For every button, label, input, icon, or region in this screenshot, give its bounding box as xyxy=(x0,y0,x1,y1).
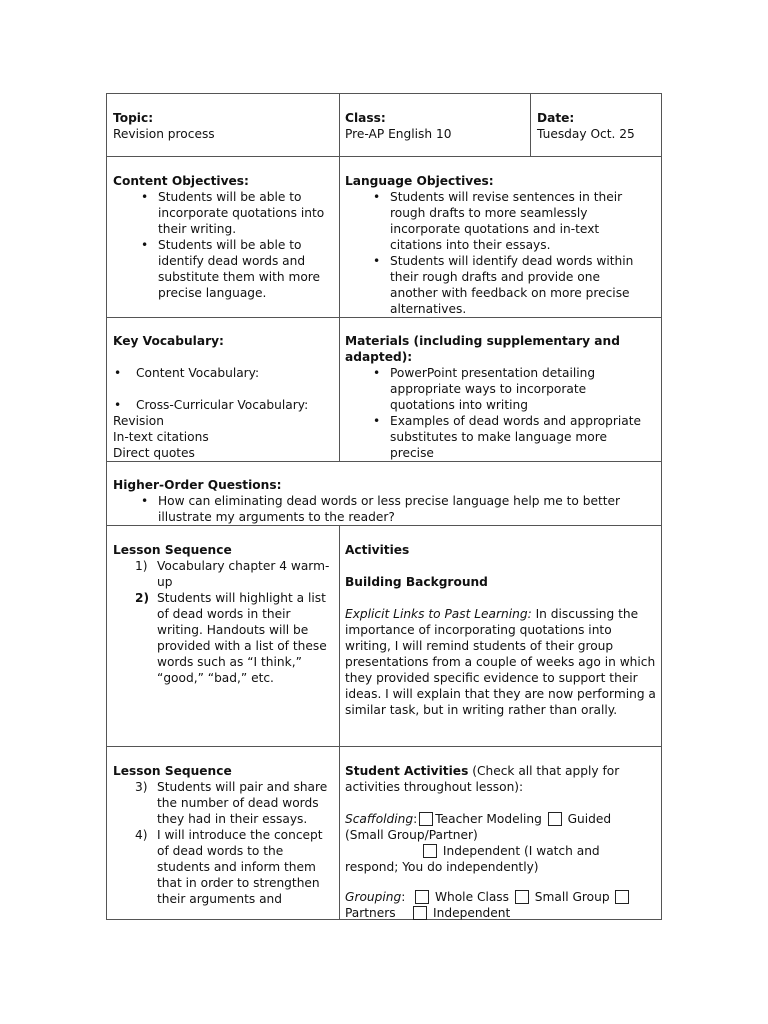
date-cell xyxy=(537,110,657,142)
row-divider xyxy=(107,461,661,462)
higher-order-questions-title: Higher-Order Questions: xyxy=(113,478,282,492)
list-item xyxy=(113,558,331,590)
row-divider xyxy=(107,746,661,747)
explicit-links-label: Explicit Links to Past Learning: xyxy=(345,607,532,621)
language-objectives-cell xyxy=(345,173,645,317)
vocab-term: Revision xyxy=(113,414,164,428)
lesson-sequence-title: Lesson Sequence xyxy=(113,543,232,557)
lesson-sequence-cell xyxy=(113,542,331,686)
topic-label: Topic: xyxy=(113,111,154,125)
small-group-label: Small Group xyxy=(534,890,610,904)
grouping-label: Grouping xyxy=(345,890,402,904)
independent-continued: respond; You do independently) xyxy=(345,860,539,874)
independent2-checkbox[interactable] xyxy=(413,906,427,920)
student-activities-note: (Check all that apply for activities throughout lesson): xyxy=(345,764,620,794)
independent-label: Independent (I watch and xyxy=(442,844,600,858)
teacher-modeling-checkbox[interactable] xyxy=(419,812,433,826)
list-item: • How can eliminating dead words or less precise language help me to better illustrate my arguments to the reader? xyxy=(113,493,653,525)
item-number: 2) xyxy=(135,591,150,605)
teacher-modeling-label: Teacher Modeling xyxy=(435,812,542,826)
topic-cell xyxy=(113,110,333,142)
vocab-term: In-text citations xyxy=(113,430,209,444)
lesson-sequence-cell-2 xyxy=(113,763,331,907)
guided-continued: (Small Group/Partner) xyxy=(345,828,478,842)
content-vocabulary-label: Content Vocabulary: xyxy=(136,366,260,380)
list-item: • Examples of dead words and appropriate substitutes to make language more precise xyxy=(345,413,645,461)
language-objectives-title: Language Objectives: xyxy=(345,174,494,188)
lesson-plan-table xyxy=(106,93,662,920)
item-text: Students will pair and share the number of dead words they had in their essays. xyxy=(157,780,328,826)
student-activities-cell xyxy=(345,763,657,921)
whole-class-label: Whole Class xyxy=(434,890,510,904)
list-item xyxy=(113,827,331,907)
explicit-links-text: In discussing the importance of incorporating quotations into writing, I will remind students of their group presentations from a couple of weeks ago in which they provided specific evidence to support their ideas. I will explain that they are now performing a similar task, but in writing rather than orally. xyxy=(345,607,656,717)
item-number: 3) xyxy=(135,780,148,794)
key-vocabulary-cell xyxy=(113,333,335,461)
independent-checkbox[interactable] xyxy=(423,844,437,858)
building-background-title: Building Background xyxy=(345,575,488,589)
class-cell xyxy=(345,110,525,142)
content-objectives-title: Content Objectives: xyxy=(113,174,249,188)
list-item: • Students will be able to incorporate quotations into their writing. xyxy=(113,189,335,237)
activities-title: Activities xyxy=(345,543,410,557)
independent2-label: Independent xyxy=(433,906,511,920)
grouping-line: Grouping: Whole Class Small Group xyxy=(345,889,657,905)
higher-order-questions-cell xyxy=(113,477,653,525)
partners-label: Partners xyxy=(345,906,396,920)
list-item: • PowerPoint presentation detailing appropriate ways to incorporate quotations into writing xyxy=(345,365,645,413)
partners-checkbox[interactable] xyxy=(615,890,629,904)
list-item xyxy=(113,779,331,827)
topic-value: Revision process xyxy=(113,127,215,141)
column-divider xyxy=(339,525,340,919)
guided-checkbox[interactable] xyxy=(548,812,562,826)
independent-line xyxy=(345,843,657,859)
class-value: Pre-AP English 10 xyxy=(345,127,452,141)
guided-label: Guided xyxy=(567,812,612,826)
item-text: I will introduce the concept of dead words to the students and inform them that in order to strengthen their arguments and xyxy=(157,828,323,906)
cross-vocabulary-item: • Cross-Curricular Vocabulary: xyxy=(114,398,309,412)
column-divider xyxy=(339,94,340,461)
key-vocabulary-title: Key Vocabulary: xyxy=(113,334,224,348)
list-item xyxy=(113,590,331,686)
content-objectives-cell xyxy=(113,173,335,301)
row-divider xyxy=(107,156,661,157)
scaffolding-line: Scaffolding: Teacher Modeling Guided xyxy=(345,812,612,826)
column-divider xyxy=(530,94,531,156)
vocab-term: Direct quotes xyxy=(113,446,195,460)
student-activities-heading xyxy=(345,763,657,795)
date-label: Date: xyxy=(537,111,575,125)
small-group-checkbox[interactable] xyxy=(515,890,529,904)
class-label: Class: xyxy=(345,111,386,125)
item-number: 4) xyxy=(135,828,148,842)
student-activities-title: Student Activities xyxy=(345,764,469,778)
partners-line xyxy=(345,905,657,921)
cross-vocabulary-label: Cross-Curricular Vocabulary: xyxy=(136,398,309,412)
date-value: Tuesday Oct. 25 xyxy=(537,127,635,141)
list-item: • Students will identify dead words within their rough drafts and provide one another with feedback on more precise alternatives. xyxy=(345,253,645,317)
whole-class-checkbox[interactable] xyxy=(415,890,429,904)
item-text: Students will highlight a list of dead words in their writing. Handouts will be provided with a list of these words such as “I think,” “good,” “bad,” etc. xyxy=(157,591,327,685)
activities-cell xyxy=(345,542,657,718)
explicit-links-paragraph xyxy=(345,606,657,718)
materials-cell xyxy=(345,333,645,461)
scaffolding-label: Scaffolding xyxy=(345,812,414,826)
list-item: • Students will be able to identify dead words and substitute them with more precise language. xyxy=(113,237,335,301)
content-vocabulary-item: • Content Vocabulary: xyxy=(114,366,260,380)
item-text: Vocabulary chapter 4 warm-up xyxy=(157,559,330,589)
row-divider xyxy=(107,525,661,526)
item-number: 1) xyxy=(135,559,148,573)
materials-title: Materials (including supplementary and adapted): xyxy=(345,334,620,364)
row-divider xyxy=(107,317,661,318)
lesson-sequence-title: Lesson Sequence xyxy=(113,764,232,778)
list-item: • Students will revise sentences in their rough drafts to more seamlessly incorporate quotations and in-text citations into their essays. xyxy=(345,189,645,253)
